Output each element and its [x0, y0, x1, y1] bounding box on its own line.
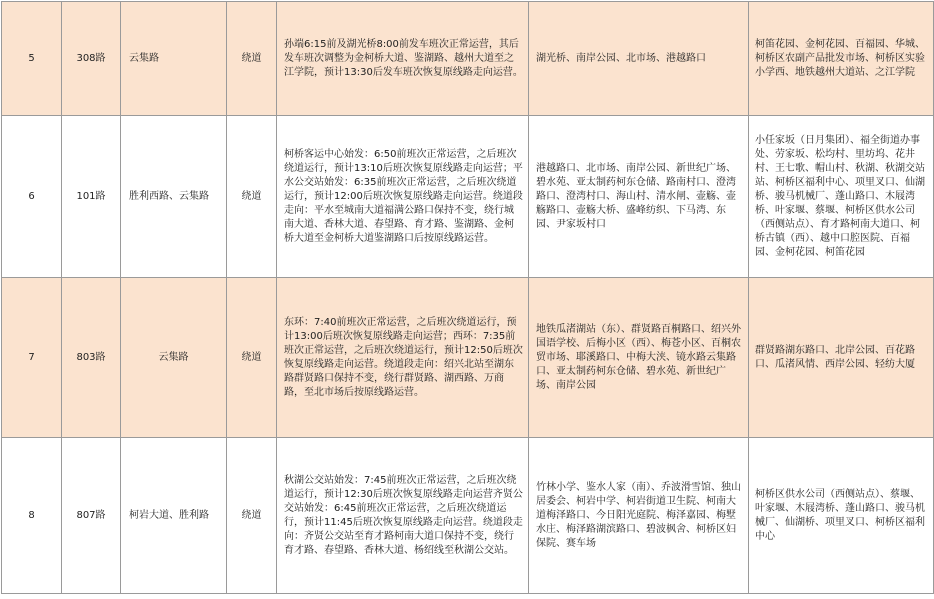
affected-road: 云集路: [121, 278, 227, 438]
table-row: [2, 116, 934, 278]
adjust-type: 绕道: [227, 278, 277, 438]
row-number: 5: [2, 2, 62, 116]
adjust-type: 绕道: [227, 116, 277, 278]
row-number: 8: [2, 438, 62, 594]
new-stops: 群贤路湖东路口、北岸公园、百花路口、瓜渚风情、西岸公园、轻纺大厦: [749, 278, 934, 438]
route-description: 孙端6:15前及湖光桥8:00前发车班次正常运营，其后发车班次调整为金柯桥大道、鉴湖路、越州大道至之江学院，预计13:30后发车班次恢复原线路走向运营。: [277, 2, 529, 116]
route-name: 807路: [62, 438, 121, 594]
table-row: [2, 278, 934, 438]
affected-road: 胜利西路、云集路: [121, 116, 227, 278]
new-stops: 柯笛花园、金柯花园、百福园、华城、柯桥区农副产品批发市场、柯桥区实验小学西、地铁越州大道站、之江学院: [749, 2, 934, 116]
suspended-stops: 港越路口、北市场、南岸公园、新世纪广场、碧水苑、亚太制药柯东仓储、路南村口、澄湾路口、澄湾村口、海山村、清水闸、壶觞、壶觞路口、壶觞大桥、盛峰纺织、下马湾、东园、尹家坂村口: [529, 116, 749, 278]
adjust-type: 绕道: [227, 438, 277, 594]
adjust-type: 绕道: [227, 2, 277, 116]
affected-road: 柯岩大道、胜利路: [121, 438, 227, 594]
route-description: 秋湖公交站始发：7:45前班次正常运营，之后班次绕道运行，预计12:30后班次恢复原线路走向运营齐贤公交站始发：6:45前班次正常运营，之后班次绕道运行，预计11:45后班次恢复原线路走向运营。绕道段走向：齐贤公交站至育才路柯南大道口保持不变，绕行育才路、春望路、香林大道、杨绍线至秋湖公交站。: [277, 438, 529, 594]
suspended-stops: 湖光桥、南岸公园、北市场、港越路口: [529, 2, 749, 116]
route-description: 东环：7:40前班次正常运营，之后班次绕道运行，预计13:00后班次恢复原线路走向运营；西环：7:35前班次正常运营，之后班次绕道运行，预计12:50后班次恢复原线路走向运营。绕道段走向：绍兴北站至湖东路群贤路口保持不变，绕行群贤路、湖西路、万商路，至北市场后按原线路运营。: [277, 278, 529, 438]
suspended-stops: 地铁瓜渚湖站（东）、群贤路百桐路口、绍兴外国语学校、后梅小区（西）、梅苍小区、百桐农贸市场、耶溪路口、中梅大浃、镜水路云集路口、亚太制药柯东仓储、碧水苑、新世纪广场、南岸公园: [529, 278, 749, 438]
affected-road: 云集路: [121, 2, 227, 116]
row-number: 7: [2, 278, 62, 438]
row-number: 6: [2, 116, 62, 278]
table-row: [2, 2, 934, 116]
suspended-stops: 竹林小学、鉴水人家（南）、乔波滑雪馆、独山居委会、柯岩中学、柯岩街道卫生院、柯南大道梅泽路口、今日阳光庭院、梅泽嘉园、梅墅水庄、梅泽路湖滨路口、碧波枫舍、柯桥区妇保院、赛车场: [529, 438, 749, 594]
route-name: 803路: [62, 278, 121, 438]
route-name: 308路: [62, 2, 121, 116]
new-stops: 柯桥区供水公司（西侧站点）、蔡堰、叶家堰、木屐湾桥、蓬山路口、骏马机械厂、仙湖桥、项里叉口、柯桥区福利中心: [749, 438, 934, 594]
route-name: 101路: [62, 116, 121, 278]
table-row: [2, 438, 934, 594]
new-stops: 小任家坂（日月集团）、福全街道办事处、劳家坂、松均村、里坊坞、花井村、王七歌、帽山村、秋湖、秋湖交站站、柯桥区福利中心、项里叉口、仙湖桥、骏马机械厂、蓬山路口、木屐湾桥、叶家堰、蔡堰、柯桥区供水公司（西侧站点）、育才路柯南大道口、柯桥古镇（西）、越中口腔医院、百福园、金柯花园、柯笛花园: [749, 116, 934, 278]
bus-route-table: [1, 1, 934, 594]
route-description: 柯桥客运中心始发：6:50前班次正常运营，之后班次绕道运行，预计13:10后班次恢复原线路走向运营；平水公交站始发：6:35前班次正常运营，之后班次绕道运行，预计12:00后班次恢复原线路走向运营。绕道段走向：平水至城南大道福满公路口保持不变，绕行城南大道、香林大道、春望路、育才路、鉴湖路、金柯桥大道至金柯桥大道鉴湖路口后按原线路运营。: [277, 116, 529, 278]
